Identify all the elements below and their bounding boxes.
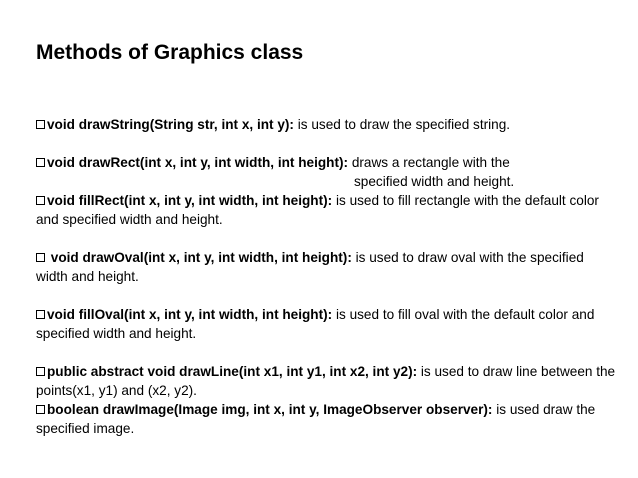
list-item [36, 362, 616, 400]
list-item [36, 400, 616, 438]
list-item [36, 115, 616, 134]
list-item [36, 248, 616, 286]
method-description: is used draw the specified image. [36, 402, 596, 436]
method-signature: public abstract void drawLine(int x1, int y1, int x2, int y2): [47, 364, 418, 379]
checkbox-bullet-icon [36, 405, 45, 414]
method-signature: void drawString(String str, int x, int y): [47, 117, 294, 132]
method-description: is used to fill oval with the default color and specified width and height. [36, 307, 595, 341]
checkbox-bullet-icon [36, 158, 45, 167]
list-item [36, 153, 616, 191]
slide-title: Methods of Graphics class [36, 41, 304, 64]
method-signature: void drawRect(int x, int y, int width, int height): [47, 155, 349, 170]
checkbox-bullet-icon [36, 120, 45, 129]
method-description: is used to draw the specified string. [293, 117, 511, 132]
method-signature: boolean drawImage(Image img, int x, int y, ImageObserver observer): [47, 402, 493, 417]
checkbox-bullet-icon [36, 253, 45, 262]
method-signature: void drawOval(int x, int y, int width, int height): [47, 250, 352, 265]
checkbox-bullet-icon [36, 367, 45, 376]
list-item [36, 191, 616, 229]
method-signature: void fillOval(int x, int y, int width, int height): [47, 307, 333, 322]
checkbox-bullet-icon [36, 196, 45, 205]
checkbox-bullet-icon [36, 310, 45, 319]
method-description: is used to draw line between the points(x1, y1) and (x2, y2). [36, 364, 616, 398]
method-description: draws a rectangle with the [348, 155, 510, 170]
method-signature: void fillRect(int x, int y, int width, int height): [47, 193, 333, 208]
list-item [36, 305, 616, 343]
method-description-continued: specified width and height. [354, 174, 515, 189]
method-description: is used to fill rectangle with the default color and specified width and height. [36, 193, 599, 227]
method-list [36, 115, 616, 457]
method-description: is used to draw oval with the specified width and height. [36, 250, 584, 284]
